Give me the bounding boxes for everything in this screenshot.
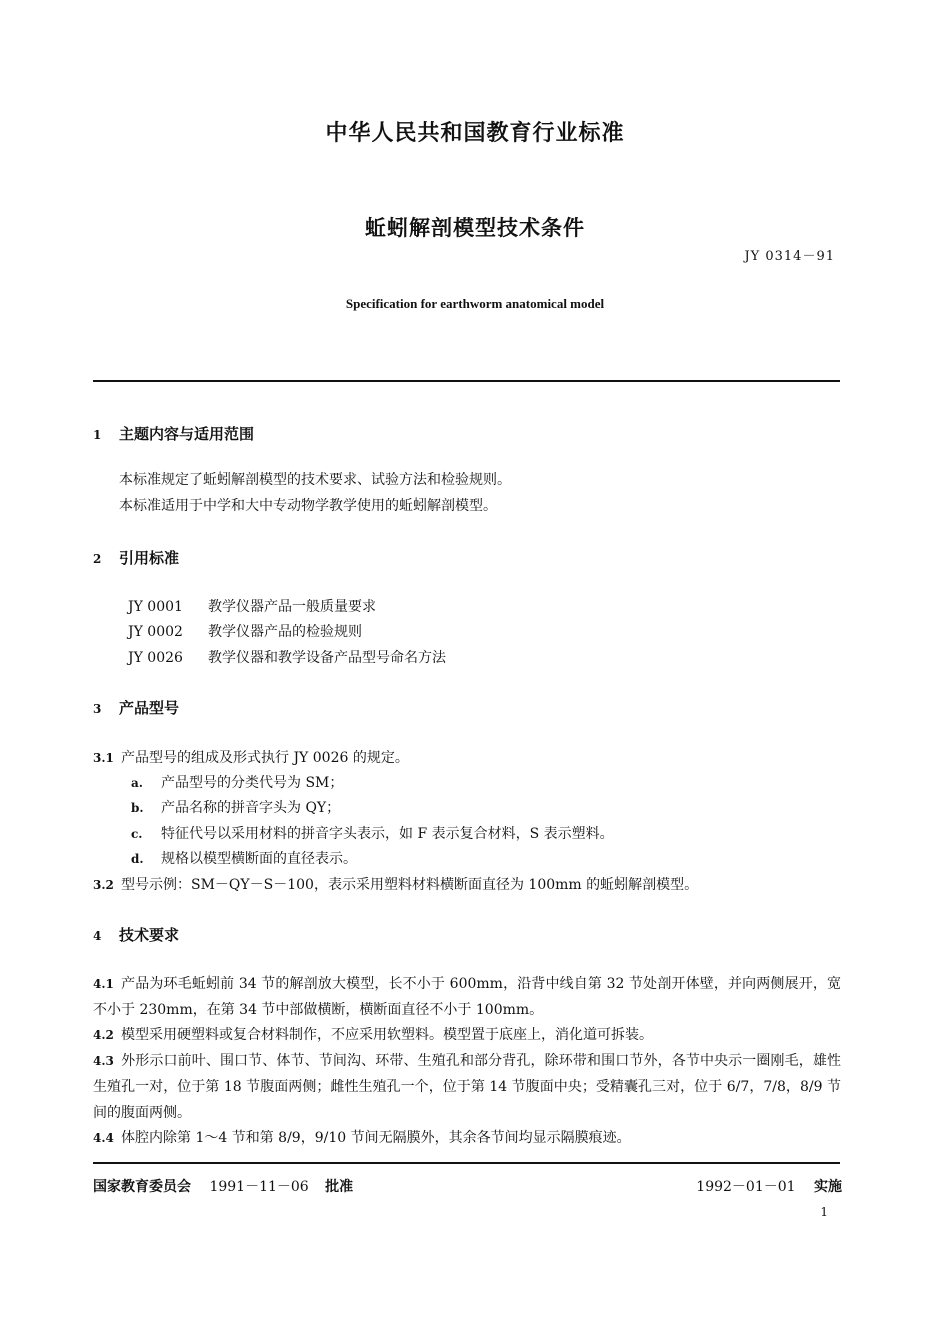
section-3-title: 产品型号 (119, 699, 180, 717)
clause-4-2 (93, 1024, 653, 1044)
org-standard-heading: 中华人民共和国教育行业标准 (325, 121, 625, 146)
item-letter: b. (131, 801, 144, 815)
section-2-heading (93, 547, 179, 568)
implementation-info (696, 1176, 842, 1196)
list-item (131, 772, 343, 792)
reference-name: 教学仪器产品的检验规则 (208, 624, 362, 640)
clause-text: 产品为环毛蚯蚓前 34 节的解剖放大模型，长不小于 600mm，沿背中线自第 32 节处剖开体壁，并向两侧展开，宽不小于 230mm，在第 34 节中部做横断，横断面直径不小于 100mm。 (93, 976, 841, 1018)
header-divider (93, 380, 840, 382)
item-text: 产品型号的分类代号为 SM； (161, 775, 344, 791)
item-text: 规格以模型横断面的直径表示。 (161, 851, 357, 867)
clause-4-4 (93, 1127, 631, 1147)
clause-text: 产品型号的组成及形式执行 JY 0026 的规定。 (121, 750, 409, 766)
section-4-heading (93, 924, 179, 945)
approval-info (93, 1176, 353, 1196)
reference-code: JY 0026 (128, 650, 183, 666)
reference-item (128, 621, 362, 641)
item-letter: d. (131, 852, 144, 866)
section-2-title: 引用标准 (119, 549, 180, 567)
section-1-paragraph-2: 本标准适用于中学和大中专动物学教学使用的蚯蚓解剖模型。 (119, 498, 497, 514)
item-letter: a. (131, 776, 143, 790)
section-4-number: 4 (93, 929, 102, 943)
clause-text: 模型采用硬塑料或复合材料制作，不应采用软塑料。模型置于底座上，消化道可拆装。 (121, 1027, 653, 1043)
section-4-title: 技术要求 (119, 926, 180, 944)
clause-text: 型号示例：SM－QY－S－100，表示采用塑料材料横断面直径为 100mm 的蚯蚓解剖模型。 (121, 877, 699, 893)
document-title: 蚯蚓解剖模型技术条件 (365, 216, 585, 240)
clause-text: 体腔内除第 1～4 节和第 8/9，9/10 节间无隔膜外，其余各节间均显示隔膜痕迹。 (121, 1130, 631, 1146)
clause-4-3 (93, 1048, 841, 1126)
section-3-heading (93, 697, 179, 718)
approver-name: 国家教育委员会 (93, 1179, 191, 1195)
reference-name: 教学仪器和教学设备产品型号命名方法 (208, 650, 446, 666)
item-text: 特征代号以采用材料的拼音字头表示，如 F 表示复合材料，S 表示塑料。 (161, 826, 614, 842)
implementation-label: 实施 (814, 1179, 842, 1195)
section-1-heading (93, 423, 254, 444)
reference-code: JY 0002 (128, 624, 183, 640)
reference-item (128, 647, 446, 667)
reference-name: 教学仪器产品一般质量要求 (208, 599, 376, 615)
item-text: 产品名称的拼音字头为 QY； (161, 800, 341, 816)
clause-number: 4.1 (93, 977, 114, 991)
implementation-date: 1992－01－01 (696, 1179, 796, 1195)
list-item (131, 797, 340, 817)
reference-code: JY 0001 (128, 599, 183, 615)
clause-number: 3.1 (93, 751, 114, 765)
item-letter: c. (131, 827, 143, 841)
clause-number: 4.3 (93, 1054, 114, 1068)
list-item (131, 848, 357, 868)
english-title: Specification for earthworm anatomical model (345, 296, 605, 311)
clause-4-1 (93, 971, 841, 1023)
clause-3-2 (93, 874, 698, 894)
page-number: 1 (820, 1205, 828, 1219)
footer-divider (93, 1162, 840, 1164)
clause-number: 3.2 (93, 878, 114, 892)
section-1-paragraph-1: 本标准规定了蚯蚓解剖模型的技术要求、试验方法和检验规则。 (119, 472, 511, 488)
section-1-number: 1 (93, 428, 102, 442)
section-3-number: 3 (93, 702, 102, 716)
section-1-title: 主题内容与适用范围 (119, 425, 255, 443)
clause-3-1 (93, 747, 409, 767)
clause-number: 4.2 (93, 1028, 114, 1042)
approve-label: 批准 (325, 1179, 354, 1195)
section-2-number: 2 (93, 552, 102, 566)
clause-number: 4.4 (93, 1131, 114, 1145)
approve-date: 1991－11－06 (209, 1179, 309, 1195)
clause-text: 外形示口前叶、围口节、体节、节间沟、环带、生殖孔和部分背孔，除环带和围口节外，各节中央示一圈刚毛，雄性生殖孔一对，位于第 18 节腹面两侧；雌性生殖孔一个，位于第 14 节腹面中央；受精囊孔三对，位于 6/7，7/8，8/9 节间的腹面两侧。 (93, 1053, 841, 1121)
reference-item (128, 596, 376, 616)
list-item (131, 823, 614, 843)
standard-number: JY 0314－91 (744, 249, 835, 264)
